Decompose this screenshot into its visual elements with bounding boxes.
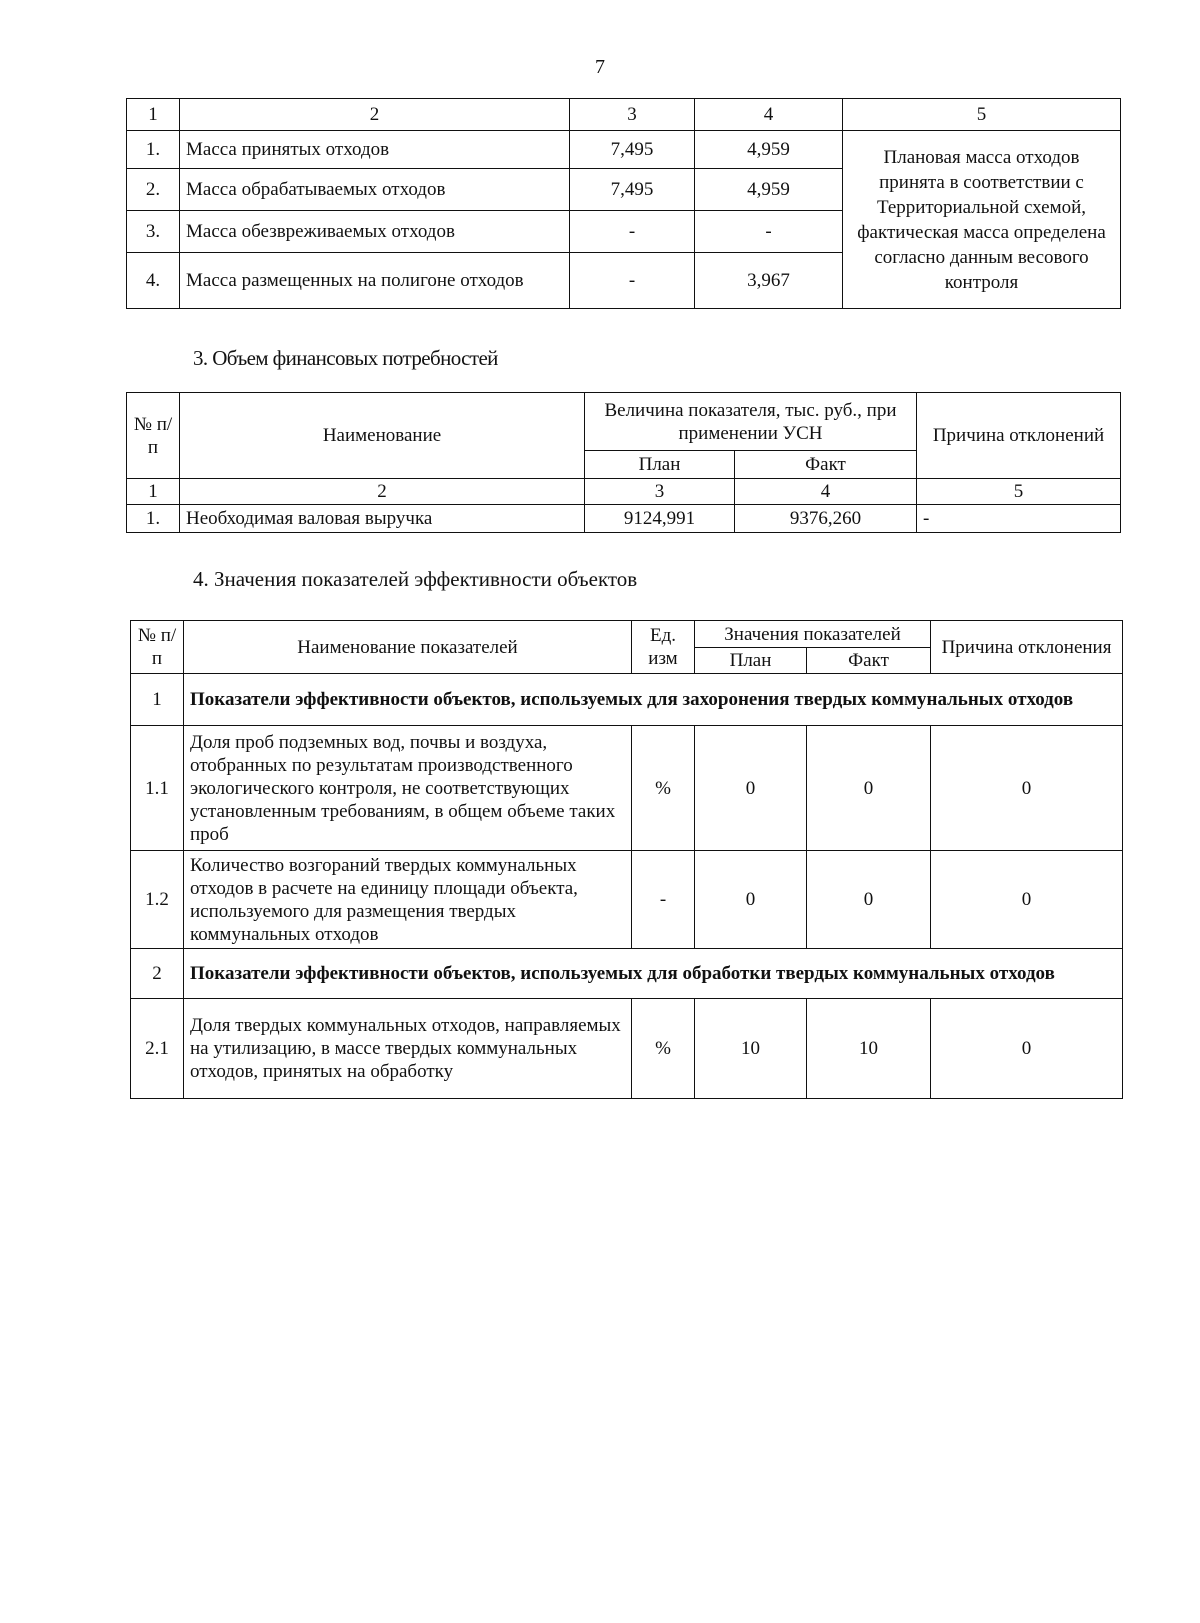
row-fact: 0	[807, 726, 931, 851]
row-unit: %	[632, 726, 695, 851]
row-fact: 0	[807, 851, 931, 949]
index-cell: 3	[585, 479, 735, 505]
table-row	[127, 131, 1121, 169]
row-number: 3.	[127, 211, 180, 253]
row-name: Доля твердых коммунальных отходов, направляемых на утилизацию, в массе твердых коммунальных отходов, принятых на обработку	[184, 999, 632, 1099]
header-plan: План	[585, 451, 735, 479]
row-name: Масса размещенных на полигоне отходов	[180, 253, 570, 309]
index-row	[127, 479, 1121, 505]
group-row	[131, 949, 1123, 999]
header-cell: 5	[843, 99, 1121, 131]
waste-mass-table	[126, 98, 1121, 309]
group-row	[131, 674, 1123, 726]
table-header-row	[127, 99, 1121, 131]
row-number: 1.1	[131, 726, 184, 851]
header-cell: 2	[180, 99, 570, 131]
row-unit: -	[632, 851, 695, 949]
row-plan: -	[570, 211, 695, 253]
row-reason: 0	[931, 851, 1123, 949]
header-name: Наименование	[180, 393, 585, 479]
row-plan: 7,495	[570, 169, 695, 211]
row-name: Количество возгораний твердых коммунальных отходов в расчете на единицу площади объекта, используемого для размещения твердых коммунальных отходов	[184, 851, 632, 949]
group-title: Показатели эффективности объектов, используемых для захоронения твердых коммунальных отходов	[184, 674, 1123, 726]
row-name: Масса обрабатываемых отходов	[180, 169, 570, 211]
header-reason: Причина отклонения	[931, 621, 1123, 674]
group-number: 1	[131, 674, 184, 726]
row-fact: 3,967	[695, 253, 843, 309]
section-4-title: 4. Значения показателей эффективности объектов	[193, 567, 638, 591]
row-fact: 9376,260	[735, 505, 917, 533]
header-fact: Факт	[807, 648, 931, 674]
header-cell: 1	[127, 99, 180, 131]
row-plan: -	[570, 253, 695, 309]
index-cell: 2	[180, 479, 585, 505]
row-plan: 7,495	[570, 131, 695, 169]
row-plan: 0	[695, 851, 807, 949]
row-number: 2.1	[131, 999, 184, 1099]
table-row	[131, 851, 1123, 949]
row-number: 1.2	[131, 851, 184, 949]
header-number: № п/п	[131, 621, 184, 674]
header-number: № п/п	[127, 393, 180, 479]
page-number: 7	[595, 56, 605, 78]
table-header-row	[127, 393, 1121, 451]
header-name: Наименование показателей	[184, 621, 632, 674]
row-name: Доля проб подземных вод, почвы и воздуха, отобранных по результатам производственного экологического контроля, не соответствующих установленным требованиям, в общем объеме таких проб	[184, 726, 632, 851]
row-plan: 0	[695, 726, 807, 851]
row-reason: -	[917, 505, 1121, 533]
header-value: Величина показателя, тыс. руб., при применении УСН	[585, 393, 917, 451]
deviation-note: Плановая масса отходов принята в соответствии с Территориальной схемой, фактическая масса определена согласно данным весового контроля	[843, 131, 1121, 309]
efficiency-indicators-table	[130, 620, 1123, 1099]
header-unit: Ед. изм	[632, 621, 695, 674]
group-number: 2	[131, 949, 184, 999]
header-fact: Факт	[735, 451, 917, 479]
row-name: Масса принятых отходов	[180, 131, 570, 169]
row-unit: %	[632, 999, 695, 1099]
table-row	[131, 999, 1123, 1099]
row-plan: 9124,991	[585, 505, 735, 533]
row-reason: 0	[931, 999, 1123, 1099]
header-cell: 3	[570, 99, 695, 131]
row-plan: 10	[695, 999, 807, 1099]
financial-needs-table	[126, 392, 1121, 533]
header-cell: 4	[695, 99, 843, 131]
row-fact: 4,959	[695, 131, 843, 169]
row-name: Масса обезвреживаемых отходов	[180, 211, 570, 253]
index-cell: 1	[127, 479, 180, 505]
row-number: 1.	[127, 505, 180, 533]
table-row	[127, 505, 1121, 533]
header-reason: Причина отклонений	[917, 393, 1121, 479]
row-number: 2.	[127, 169, 180, 211]
row-reason: 0	[931, 726, 1123, 851]
table-row	[131, 726, 1123, 851]
header-values: Значения показателей	[695, 621, 931, 648]
index-cell: 5	[917, 479, 1121, 505]
group-title: Показатели эффективности объектов, используемых для обработки твердых коммунальных отходов	[184, 949, 1123, 999]
row-number: 1.	[127, 131, 180, 169]
row-fact: 4,959	[695, 169, 843, 211]
header-plan: План	[695, 648, 807, 674]
row-name: Необходимая валовая выручка	[180, 505, 585, 533]
index-cell: 4	[735, 479, 917, 505]
row-number: 4.	[127, 253, 180, 309]
row-fact: -	[695, 211, 843, 253]
table-header-row	[131, 621, 1123, 648]
section-3-title: 3. Объем финансовых потребностей	[193, 346, 498, 370]
row-fact: 10	[807, 999, 931, 1099]
